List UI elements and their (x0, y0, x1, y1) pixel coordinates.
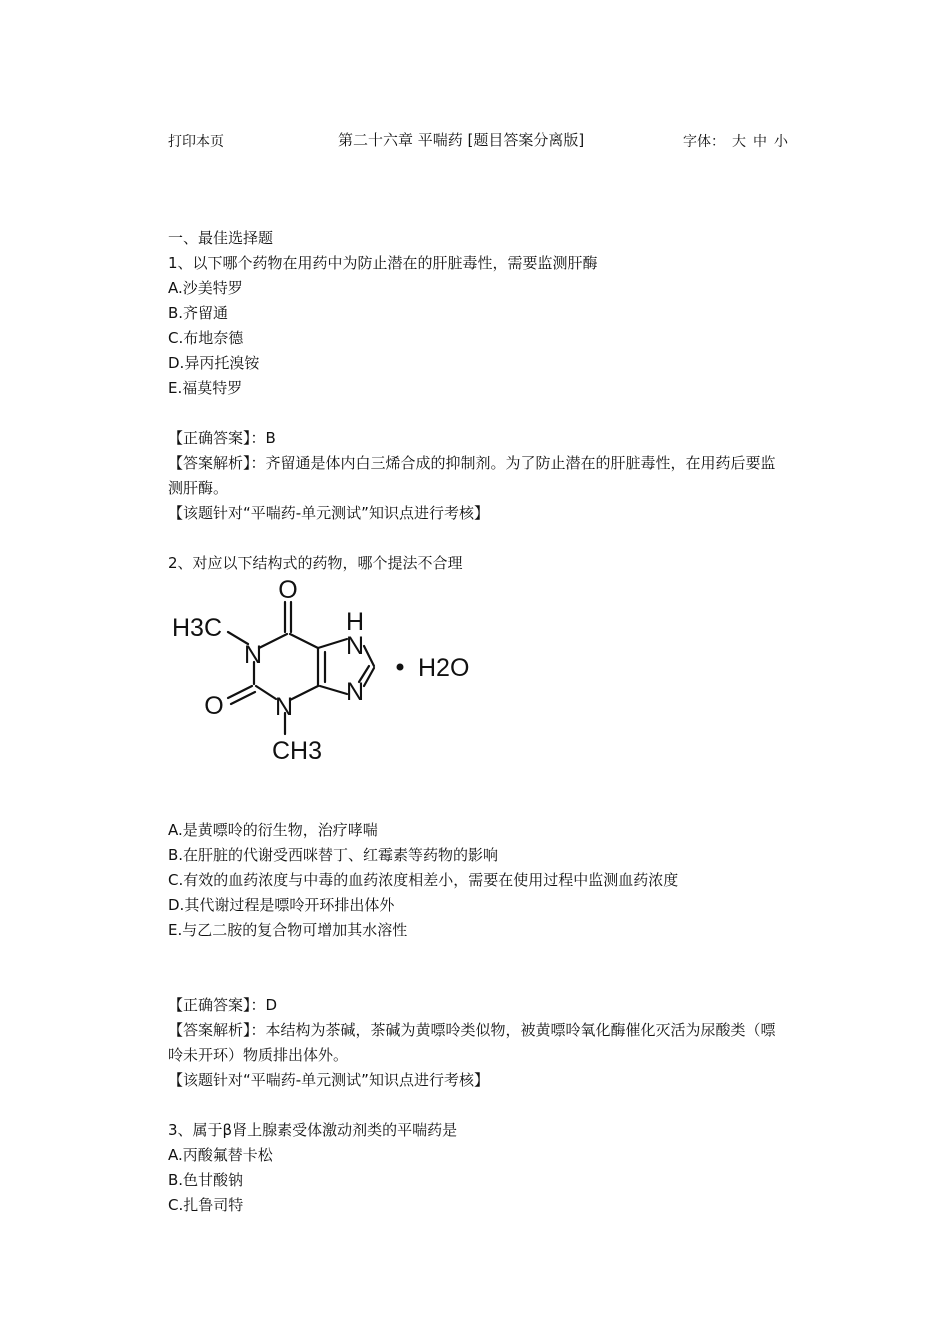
page-title: 第二十六章 平喘药 [题目答案分离版] (338, 131, 585, 149)
font-size-small-link[interactable]: 小 (774, 134, 788, 150)
question-stem: 1、以下哪个药物在用药中为防止潜在的肝脏毒性，需要监测肝酶 (168, 254, 598, 272)
option-b: B.色甘酸钠 (168, 1171, 244, 1189)
atom-o-top: O (278, 576, 298, 604)
question-list (168, 226, 788, 1218)
knowledge-point-note: 【该题针对“平喘药-单元测试”知识点进行考核】 (168, 504, 489, 522)
print-page-link[interactable]: 打印本页 (168, 134, 224, 150)
font-size-medium-link[interactable]: 中 (753, 134, 767, 150)
option-c: C.扎鲁司特 (168, 1196, 244, 1214)
atom-o-left: O (204, 692, 224, 720)
knowledge-point-note: 【该题针对“平喘药-单元测试”知识点进行考核】 (168, 1071, 489, 1089)
option-d: D.异丙托溴铵 (168, 354, 260, 372)
atom-ch3: CH3 (272, 737, 323, 765)
atom-n7: N (345, 632, 365, 660)
option-c: C.有效的血药浓度与中毒的血药浓度相差小，需要在使用过程中监测血药浓度 (168, 871, 679, 889)
atom-h-top: H (345, 608, 365, 636)
page-header (0, 131, 950, 151)
option-b: B.齐留通 (168, 304, 229, 322)
atom-h3c: H3C (172, 614, 223, 642)
structure-svg (162, 576, 482, 792)
option-e: E.与乙二胺的复合物可增加其水溶性 (168, 921, 408, 939)
water-label: H2O (418, 654, 470, 682)
question-stem: 2、对应以下结构式的药物，哪个提法不合理 (168, 554, 463, 572)
option-a: A.丙酸氟替卡松 (168, 1146, 273, 1164)
option-b: B.在肝脏的代谢受西咪替丁、红霉素等药物的影响 (168, 846, 499, 864)
option-a: A.是黄嘌呤的衍生物，治疗哮喘 (168, 821, 378, 839)
font-size-selector (683, 131, 788, 151)
option-a: A.沙美特罗 (168, 279, 243, 297)
atom-n9: N (345, 678, 365, 706)
theophylline-structure-figure (162, 576, 482, 792)
option-d: D.其代谢过程是嘌呤开环排出体外 (168, 896, 395, 914)
answer-analysis: 【答案解析】：齐留通是体内白三烯合成的抑制剂。为了防止潜在的肝脏毒性，在用药后要监测肝酶。 (168, 454, 776, 497)
option-e: E.福莫特罗 (168, 379, 243, 397)
correct-answer: 【正确答案】：B (168, 429, 276, 447)
section-title: 一、最佳选择题 (168, 229, 274, 247)
question-2 (168, 551, 788, 1093)
question-3 (168, 1118, 788, 1218)
option-c: C.布地奈德 (168, 329, 244, 347)
atom-n3: N (274, 693, 294, 721)
font-size-large-link[interactable]: 大 (732, 134, 746, 150)
atom-n1: N (243, 641, 263, 669)
question-1 (168, 251, 788, 526)
answer-analysis: 【答案解析】：本结构为茶碱，茶碱为黄嘌呤类似物，被黄嘌呤氧化酶催化灭活为尿酸类（嘌呤未开环）物质排出体外。 (168, 1021, 776, 1064)
correct-answer: 【正确答案】：D (168, 996, 278, 1014)
question-stem: 3、属于β肾上腺素受体激动剂类的平喘药是 (168, 1121, 458, 1139)
font-size-label: 字体： (683, 134, 725, 150)
